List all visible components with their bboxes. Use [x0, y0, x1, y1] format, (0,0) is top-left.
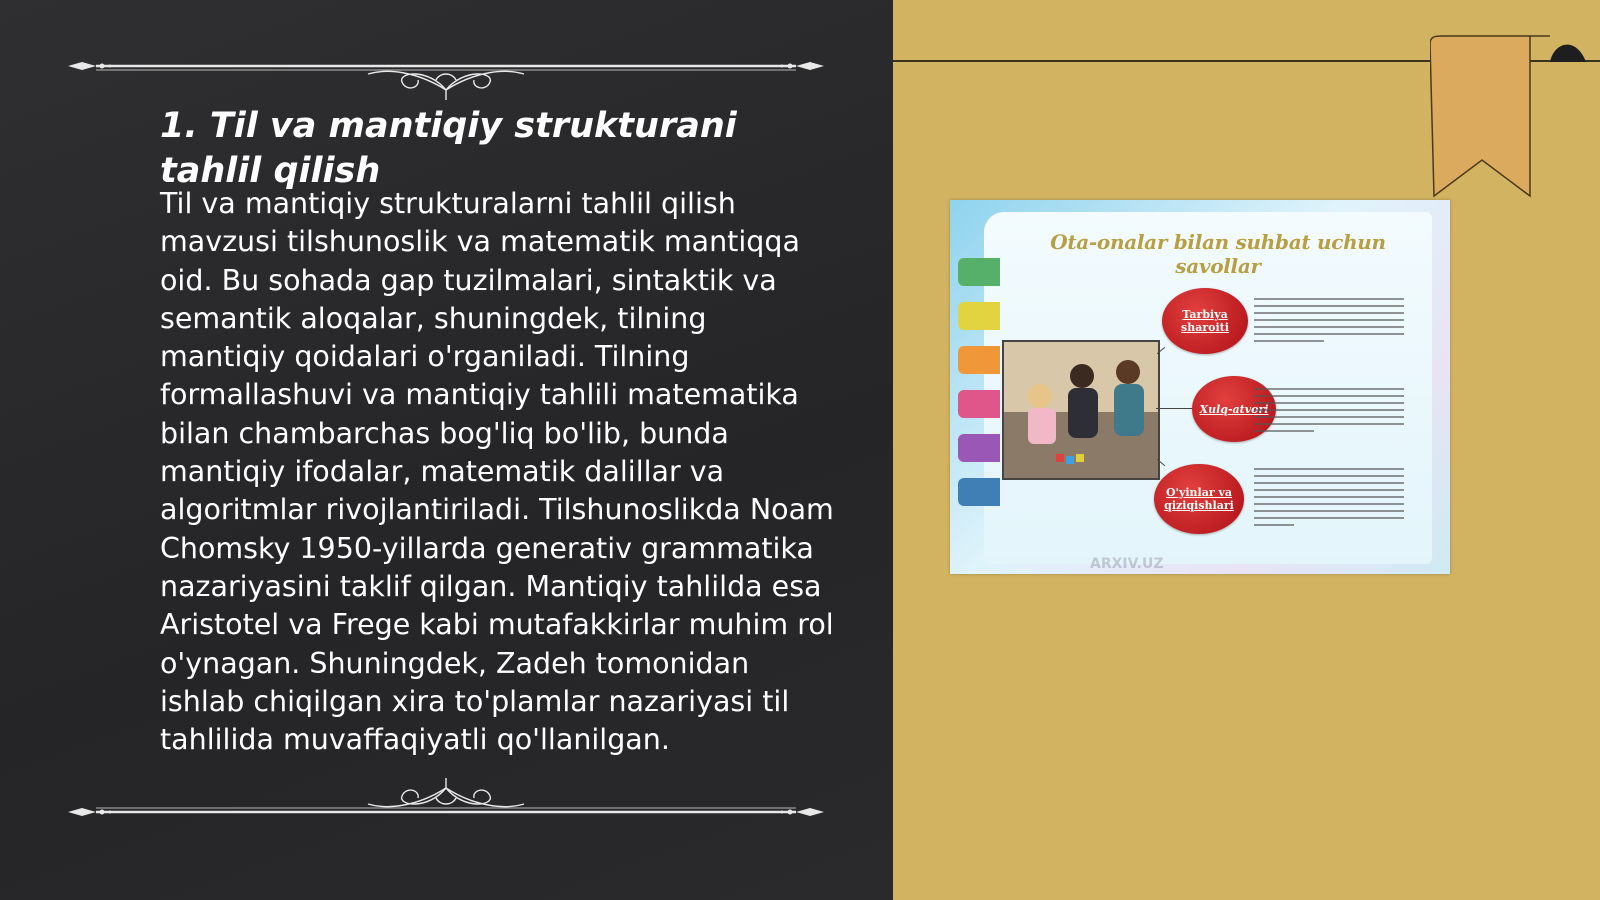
connector-line	[1156, 408, 1192, 409]
image-title: Ota-onalar bilan suhbat uchun savollar	[1050, 230, 1386, 278]
color-tab	[958, 302, 1000, 330]
small-text-block	[1254, 466, 1404, 530]
embedded-slide-image	[950, 200, 1450, 574]
ornament-divider-icon	[68, 50, 824, 100]
color-tab	[958, 390, 1000, 418]
topic-bubble: Tarbiya sharoiti	[1162, 288, 1248, 354]
family-photo	[1002, 340, 1160, 480]
bookmark-icon	[1430, 30, 1600, 200]
watermark: ARXIV.UZ	[1090, 556, 1164, 572]
slide-title: 1. Til va mantiqiy strukturani tahlil qilish	[160, 106, 737, 191]
small-text-block	[1254, 386, 1404, 436]
color-tab	[958, 434, 1000, 462]
color-tab	[958, 478, 1000, 506]
color-tab	[958, 258, 1000, 286]
small-text-block	[1254, 296, 1404, 346]
topic-bubble: O'yinlar va qiziqishlari	[1154, 464, 1244, 534]
topic-bubble: Xulq-atvori	[1192, 376, 1276, 442]
color-tab	[958, 346, 1000, 374]
slide-body-text: Til va mantiqiy strukturalarni tahlil qilish mavzusi tilshunoslik va matematik mantiqqa oid. Bu sohada gap tuzilmalari, sintaktik va semantik aloqalar, shuningdek, tilning mantiqiy qoidalari o'rganiladi. Tilning formallashuvi va mantiqiy tahlili matematika bilan chambarchas bog'liq bo'lib, bunda mantiqiy ifodalar, matematik dalillar va algoritmlar rivojlantiriladi. Tilshunoslikda Noam Chomsky 1950-yillarda generativ grammatika nazariyasini taklif qilgan. Mantiqiy tahlilda esa Aristotel va Frege kabi mutafakkirlar muhim rol o'ynagan. Shuningdek, Zadeh tomonidan ishlab chiqilgan xira to'plamlar nazariyasi til tahlilida muvaffaqiyatli qo'llanilgan.	[160, 187, 834, 757]
ornament-divider-icon	[68, 778, 824, 828]
